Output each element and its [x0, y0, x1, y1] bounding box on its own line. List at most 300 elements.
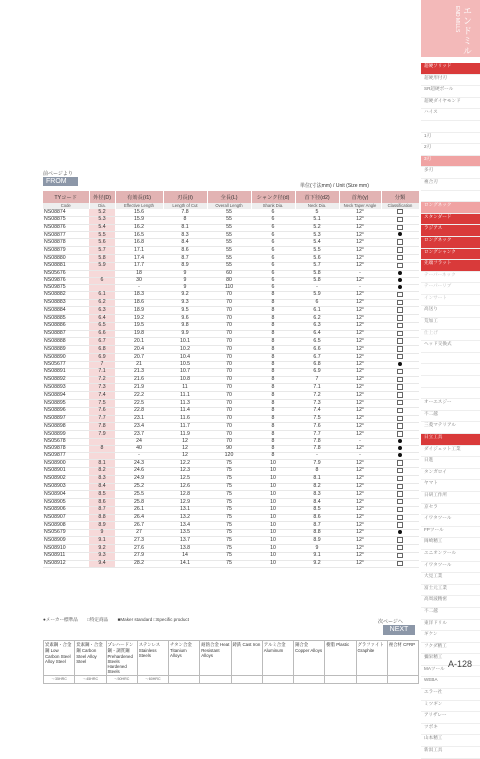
value-cell: 8.3: [295, 491, 339, 499]
sidebar-item[interactable]: [421, 121, 480, 133]
value-cell: 12°: [339, 475, 381, 483]
page-number: A-128: [447, 659, 472, 669]
value-cell: 9.6: [163, 315, 207, 323]
sidebar-item[interactable]: 先端フラット: [421, 260, 480, 272]
sidebar-item[interactable]: エラー社: [421, 689, 480, 701]
table-row: [43, 209, 419, 216]
diameter-cell: 8.2: [89, 467, 115, 475]
value-cell: 12: [163, 453, 207, 460]
value-cell: 8: [251, 307, 295, 315]
diameter-cell: 9: [89, 530, 115, 537]
value-cell: 13.4: [163, 522, 207, 530]
classification-cell: [381, 315, 419, 323]
spec-table: [43, 191, 420, 568]
table-row: [43, 491, 419, 499]
value-cell: 8: [163, 216, 207, 224]
value-cell: 70: [207, 431, 251, 439]
sidebar-item[interactable]: 1刃: [421, 133, 480, 145]
value-cell: 5.2: [295, 224, 339, 232]
value-cell: 11.4: [163, 407, 207, 415]
value-cell: 70: [207, 322, 251, 330]
diameter-cell: 5.5: [89, 232, 115, 239]
code-cell: NS08883: [43, 299, 89, 307]
classification-cell: [381, 506, 419, 514]
value-cell: 30: [115, 277, 163, 284]
sidebar-item[interactable]: 日研工作所: [421, 492, 480, 504]
value-cell: 8: [251, 338, 295, 346]
code-cell: NS05677: [43, 361, 89, 368]
diameter-cell: [89, 284, 115, 291]
column-subheader: Classification: [381, 203, 419, 209]
diameter-cell: 5.4: [89, 224, 115, 232]
value-cell: -: [339, 270, 381, 277]
value-cell: 7: [295, 376, 339, 384]
sidebar-item[interactable]: [421, 364, 480, 376]
value-cell: 55: [207, 254, 251, 262]
value-cell: 6.6: [295, 346, 339, 354]
value-cell: 9.2: [295, 560, 339, 568]
sidebar-item[interactable]: 日進: [421, 457, 480, 469]
classification-cell: [381, 552, 419, 560]
value-cell: 8: [251, 361, 295, 368]
value-cell: 55: [207, 224, 251, 232]
column-subheader: Overall Length: [207, 203, 251, 209]
sidebar-item[interactable]: 不二越: [421, 608, 480, 620]
value-cell: 13.7: [163, 537, 207, 545]
sidebar-item[interactable]: オーエスジー: [421, 399, 480, 411]
code-cell: NS05676: [43, 270, 89, 277]
sidebar-item[interactable]: 高送り: [421, 306, 480, 318]
sidebar-item[interactable]: アリザレー: [421, 712, 480, 724]
sidebar-item[interactable]: [421, 353, 480, 365]
value-cell: 12°: [339, 322, 381, 330]
value-cell: 90: [207, 446, 251, 453]
value-cell: -: [339, 438, 381, 445]
classification-cell: [381, 475, 419, 483]
value-cell: 10.1: [163, 338, 207, 346]
sidebar-item[interactable]: 富士元工業: [421, 585, 480, 597]
value-cell: 75: [207, 522, 251, 530]
diameter-cell: 8.1: [89, 460, 115, 468]
sidebar-item[interactable]: ロングシャンク: [421, 249, 480, 261]
value-cell: 7.3: [295, 400, 339, 408]
sidebar-title-jp: エンドミル: [462, 6, 472, 56]
value-cell: 10: [251, 560, 295, 568]
code-cell: NS08891: [43, 368, 89, 376]
value-cell: 12: [163, 438, 207, 445]
value-cell: 5.6: [295, 254, 339, 262]
table-row: [43, 499, 419, 507]
diameter-cell: 6.1: [89, 291, 115, 299]
material-cell: チタン合金 Titanium Alloys: [169, 641, 200, 676]
table-row: [43, 460, 419, 468]
code-cell: NS05678: [43, 438, 89, 445]
value-cell: 8: [251, 438, 295, 445]
value-cell: 9.2: [163, 291, 207, 299]
value-cell: 6: [251, 254, 295, 262]
value-cell: 27.6: [115, 545, 163, 553]
sidebar-item[interactable]: ツボキ: [421, 724, 480, 736]
diameter-cell: 8.8: [89, 514, 115, 522]
value-cell: 75: [207, 530, 251, 537]
diameter-cell: 8.5: [89, 491, 115, 499]
value-cell: 9: [295, 545, 339, 553]
special-box-icon: [397, 209, 402, 214]
value-cell: 10.2: [163, 346, 207, 354]
next-page-label: 次ページへ: [378, 619, 403, 625]
value-cell: 21.9: [115, 384, 163, 392]
special-box-icon: [397, 507, 402, 512]
special-box-icon: [397, 338, 402, 343]
code-cell: NS08896: [43, 407, 89, 415]
special-box-icon: [397, 400, 402, 405]
classification-cell: [381, 491, 419, 499]
code-cell: NS08900: [43, 460, 89, 468]
table-row: [43, 384, 419, 392]
table-row: [43, 392, 419, 400]
classification-cell: [381, 514, 419, 522]
value-cell: 12°: [339, 537, 381, 545]
value-cell: 7.9: [295, 460, 339, 468]
classification-cell: [381, 209, 419, 216]
table-row: [43, 467, 419, 475]
value-cell: 12°: [339, 499, 381, 507]
sidebar-item[interactable]: SR超硬ボール: [421, 86, 480, 98]
value-cell: 18.6: [115, 299, 163, 307]
value-cell: 75: [207, 483, 251, 491]
value-cell: 22.5: [115, 400, 163, 408]
value-cell: 10: [251, 522, 295, 530]
value-cell: 8: [251, 400, 295, 408]
sidebar-item[interactable]: インサート: [421, 295, 480, 307]
sidebar-item[interactable]: WEBA: [421, 677, 480, 689]
sidebar-item[interactable]: 大見工業: [421, 573, 480, 585]
value-cell: 70: [207, 299, 251, 307]
code-cell: NS08875: [43, 216, 89, 224]
sidebar-item[interactable]: イワタツール: [421, 515, 480, 527]
sidebar-item[interactable]: 山本精工: [421, 735, 480, 747]
value-cell: 8: [251, 415, 295, 423]
value-cell: 6: [251, 239, 295, 247]
sidebar-item[interactable]: 日立工具: [421, 434, 480, 446]
value-cell: 12.5: [163, 475, 207, 483]
sidebar-item[interactable]: ミツギン: [421, 701, 480, 713]
table-row: [43, 247, 419, 255]
code-cell: NS09877: [43, 453, 89, 460]
value-cell: 70: [207, 423, 251, 431]
material-mark-cell: 〜50HRC: [106, 676, 137, 684]
code-cell: NS08894: [43, 392, 89, 400]
sidebar-item[interactable]: タンガロイ: [421, 469, 480, 481]
diameter-cell: 8.6: [89, 499, 115, 507]
special-box-icon: [397, 331, 402, 336]
sidebar-item[interactable]: 超硬ソリッド: [421, 63, 480, 75]
value-cell: 12°: [339, 346, 381, 354]
sidebar-item[interactable]: 京セラ: [421, 504, 480, 516]
value-cell: 8: [251, 354, 295, 362]
classification-cell: [381, 216, 419, 224]
value-cell: 12°: [339, 315, 381, 323]
classification-cell: [381, 415, 419, 423]
code-cell: NS08889: [43, 346, 89, 354]
value-cell: 13.1: [163, 506, 207, 514]
sidebar-item[interactable]: 複合刃: [421, 179, 480, 191]
value-cell: 8: [251, 299, 295, 307]
value-cell: 12°: [339, 460, 381, 468]
sidebar-item[interactable]: 高周波精密: [421, 596, 480, 608]
table-row: [43, 545, 419, 553]
value-cell: 12°: [339, 446, 381, 453]
table-row: [43, 262, 419, 270]
diameter-cell: 7.3: [89, 384, 115, 392]
value-cell: 7.7: [295, 431, 339, 439]
value-cell: 17.7: [115, 262, 163, 270]
value-cell: 70: [207, 407, 251, 415]
table-row: [43, 423, 419, 431]
classification-cell: [381, 254, 419, 262]
value-cell: 10.7: [163, 368, 207, 376]
classification-cell: [381, 467, 419, 475]
value-cell: 10: [251, 530, 295, 537]
value-cell: 20.7: [115, 354, 163, 362]
value-cell: 40: [115, 446, 163, 453]
value-cell: 16.8: [115, 239, 163, 247]
special-box-icon: [397, 468, 402, 473]
legend-stock: ●メーカー標準品: [43, 617, 78, 622]
value-cell: 12°: [339, 384, 381, 392]
value-cell: 12°: [339, 552, 381, 560]
value-cell: 9.9: [163, 330, 207, 338]
value-cell: 22.2: [115, 392, 163, 400]
value-cell: 8: [251, 330, 295, 338]
classification-cell: [381, 499, 419, 507]
classification-cell: [381, 384, 419, 392]
value-cell: 6.3: [295, 322, 339, 330]
diameter-cell: 6.7: [89, 338, 115, 346]
value-cell: 17.1: [115, 247, 163, 255]
sidebar-item[interactable]: ギケン: [421, 631, 480, 643]
sidebar-item[interactable]: [421, 191, 480, 203]
column-subheader: Effective Length: [115, 203, 163, 209]
material-cell: 耐熱合金 Heat Resistant Alloys: [200, 641, 231, 676]
sidebar-item[interactable]: 彌栄精工: [421, 654, 480, 666]
stock-dot-icon: [398, 278, 402, 282]
legend-special: □特定商品: [87, 617, 109, 622]
special-box-icon: [397, 545, 402, 550]
sidebar-item[interactable]: MAツール: [421, 666, 480, 678]
table-row: [43, 315, 419, 323]
value-cell: 70: [207, 307, 251, 315]
classification-cell: [381, 262, 419, 270]
sidebar-item[interactable]: テーパーリブ: [421, 283, 480, 295]
table-row: [43, 400, 419, 408]
value-cell: 6.8: [295, 361, 339, 368]
value-cell: 12°: [339, 224, 381, 232]
diameter-cell: 7.2: [89, 376, 115, 384]
classification-cell: [381, 346, 419, 354]
value-cell: 12°: [339, 491, 381, 499]
value-cell: 12°: [339, 545, 381, 553]
sidebar-item[interactable]: ラジアス: [421, 225, 480, 237]
classification-cell: [381, 232, 419, 239]
code-cell: NS08890: [43, 354, 89, 362]
value-cell: -: [339, 284, 381, 291]
special-box-icon: [397, 384, 402, 389]
sidebar-item[interactable]: ロングネック: [421, 237, 480, 249]
special-box-icon: [397, 561, 402, 566]
sidebar-item[interactable]: ダイジェット工業: [421, 446, 480, 458]
value-cell: 19.8: [115, 330, 163, 338]
value-cell: 5.8: [295, 277, 339, 284]
value-cell: 8.9: [295, 537, 339, 545]
special-box-icon: [397, 416, 402, 421]
sidebar-item[interactable]: テーパーネック: [421, 272, 480, 284]
value-cell: 75: [207, 491, 251, 499]
value-cell: 14: [163, 552, 207, 560]
sidebar-item[interactable]: 仕上げ: [421, 330, 480, 342]
diameter-cell: 6.8: [89, 346, 115, 354]
sidebar-item[interactable]: [421, 376, 480, 388]
value-cell: 26.7: [115, 522, 163, 530]
sidebar-item[interactable]: 不二越: [421, 411, 480, 423]
code-cell: NS08895: [43, 400, 89, 408]
sidebar-item[interactable]: 東洋ドリル: [421, 620, 480, 632]
sidebar-item[interactable]: スタンダード: [421, 214, 480, 226]
value-cell: 10: [251, 499, 295, 507]
table-row: [43, 361, 419, 368]
legend-en: ■Maker standard □Specific product: [117, 617, 189, 622]
sidebar-item[interactable]: [421, 388, 480, 400]
value-cell: 11: [163, 384, 207, 392]
value-cell: 8.6: [163, 247, 207, 255]
material-row: [44, 641, 419, 676]
special-box-icon: [397, 484, 402, 489]
value-cell: 12°: [339, 361, 381, 368]
value-cell: 11.1: [163, 392, 207, 400]
diameter-cell: 8.3: [89, 475, 115, 483]
code-cell: NS08904: [43, 491, 89, 499]
diameter-cell: 5.8: [89, 254, 115, 262]
diameter-cell: 7.7: [89, 415, 115, 423]
units-note: 単位(寸法mm) / Unit (Size mm): [300, 183, 369, 189]
value-cell: 8.8: [295, 530, 339, 537]
code-cell: NS08885: [43, 315, 89, 323]
code-cell: NS08878: [43, 239, 89, 247]
column-subheader: Code: [43, 203, 89, 209]
code-cell: NS08909: [43, 537, 89, 545]
special-box-icon: [397, 292, 402, 297]
classification-cell: [381, 224, 419, 232]
value-cell: 12°: [339, 338, 381, 346]
diameter-cell: 6.5: [89, 322, 115, 330]
material-mark-cell: 〜35HRC: [44, 676, 75, 684]
value-cell: 75: [207, 537, 251, 545]
value-cell: 5.7: [295, 262, 339, 270]
value-cell: 7.8: [295, 446, 339, 453]
value-cell: 12°: [339, 392, 381, 400]
sidebar-item[interactable]: ユニオンツール: [421, 550, 480, 562]
classification-cell: [381, 322, 419, 330]
value-cell: 8: [251, 453, 295, 460]
value-cell: 12°: [339, 467, 381, 475]
classification-cell: [381, 361, 419, 368]
sidebar-item[interactable]: 三菱マテリアル: [421, 422, 480, 434]
value-cell: 24: [115, 438, 163, 445]
next-button[interactable]: NEXT: [383, 625, 415, 635]
value-cell: 70: [207, 376, 251, 384]
value-cell: 23.1: [115, 415, 163, 423]
sidebar-item[interactable]: 岡崎精工: [421, 538, 480, 550]
table-row: [43, 552, 419, 560]
value-cell: 9: [163, 284, 207, 291]
value-cell: 110: [207, 284, 251, 291]
sidebar-nav: [421, 63, 480, 759]
value-cell: 26.4: [115, 514, 163, 522]
sidebar-item[interactable]: 3刃: [421, 156, 480, 168]
sidebar-item[interactable]: ロングネック: [421, 202, 480, 214]
value-cell: 6: [251, 209, 295, 216]
value-cell: 6.7: [295, 354, 339, 362]
code-cell: NS09876: [43, 277, 89, 284]
value-cell: 70: [207, 291, 251, 299]
value-cell: 5.3: [295, 232, 339, 239]
value-cell: 8.7: [295, 522, 339, 530]
value-cell: 12°: [339, 216, 381, 224]
material-cell: アルミ合金 Aluminum: [262, 641, 293, 676]
classification-cell: [381, 247, 419, 255]
value-cell: 5: [295, 209, 339, 216]
material-cell: 炭素鋼・合金鋼 Carbon Steel Alloy Steel: [75, 641, 106, 676]
stock-dot-icon: [398, 530, 402, 534]
sidebar-item[interactable]: ハイス: [421, 109, 480, 121]
sidebar-item[interactable]: FPツール: [421, 527, 480, 539]
value-cell: 12°: [339, 307, 381, 315]
value-cell: 8.5: [295, 506, 339, 514]
column-header: 首角(γ): [339, 191, 381, 203]
sidebar-item[interactable]: 新潟工具: [421, 747, 480, 759]
sidebar-item[interactable]: フクダ精工: [421, 643, 480, 655]
value-cell: 7.4: [295, 407, 339, 415]
classification-cell: [381, 338, 419, 346]
value-cell: -: [295, 284, 339, 291]
column-header: TYコード: [43, 191, 89, 203]
stock-dot-icon: [398, 446, 402, 450]
special-box-icon: [397, 354, 402, 359]
sidebar-item[interactable]: 荒加工: [421, 318, 480, 330]
code-cell: NS09878: [43, 446, 89, 453]
sidebar-item[interactable]: ヤマト: [421, 480, 480, 492]
value-cell: 8.2: [295, 483, 339, 491]
value-cell: 12: [163, 446, 207, 453]
value-cell: 10: [251, 460, 295, 468]
sidebar-item[interactable]: ヘッド交換式: [421, 341, 480, 353]
material-cell: 樹脂 Plastic: [325, 641, 356, 676]
value-cell: 10: [251, 552, 295, 560]
sidebar-item[interactable]: 超硬形付刃: [421, 75, 480, 87]
value-cell: 6: [251, 232, 295, 239]
value-cell: 70: [207, 346, 251, 354]
sidebar-item[interactable]: 超硬ダイヤモンド: [421, 98, 480, 110]
sidebar-item[interactable]: 2刃: [421, 144, 480, 156]
classification-cell: [381, 530, 419, 537]
sidebar-item[interactable]: イワタツール: [421, 562, 480, 574]
diameter-cell: 6.2: [89, 299, 115, 307]
value-cell: 75: [207, 506, 251, 514]
value-cell: 8: [251, 315, 295, 323]
classification-cell: [381, 460, 419, 468]
table-row: [43, 415, 419, 423]
sidebar-item[interactable]: 多刃: [421, 167, 480, 179]
